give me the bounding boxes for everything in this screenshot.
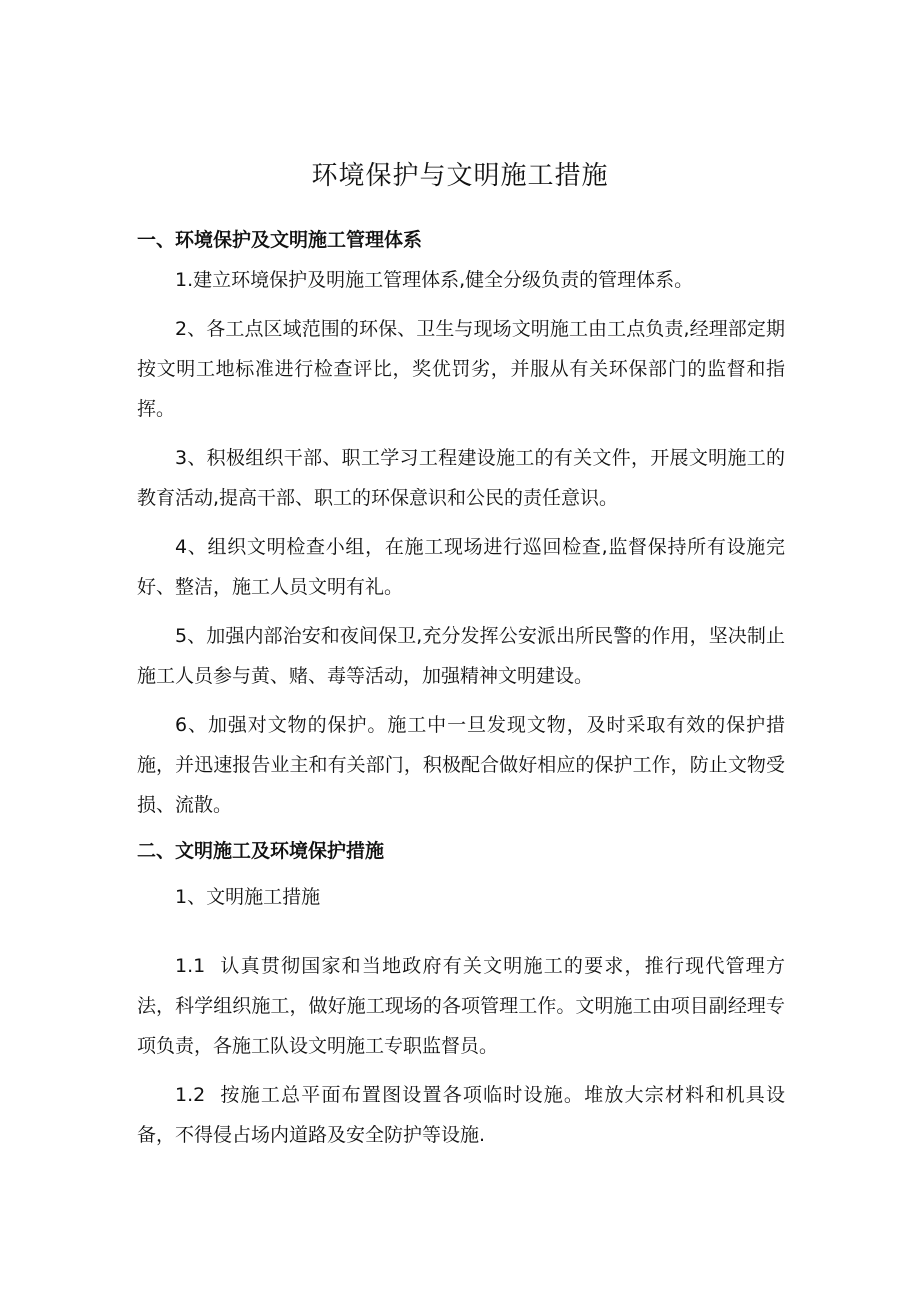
item-number: 1.1 <box>175 955 206 977</box>
section-1-paragraph-2: 2、各工点区域范围的环保、卫生与现场文明施工由工点负责,经理部定期按文明工地标准进行检查评比，奖优罚劣，并服从有关环保部门的监督和指挥。 <box>137 318 785 420</box>
section-1-heading: 一、环境保护及文明施工管理体系 <box>137 229 423 251</box>
document-title: 环境保护与文明施工措施 <box>311 161 609 191</box>
item-text: 按施工总平面布置图设置各项临时设施。堆放大宗材料和机具设备，不得侵占场内道路及安全防护等设施. <box>137 1084 785 1146</box>
section-2-subheading: 1、文明施工措施 <box>175 886 321 908</box>
document-body <box>137 220 785 1164</box>
item-number: 1.2 <box>175 1084 206 1106</box>
section-2-item-2 <box>137 1075 785 1155</box>
section-1-paragraph-6: 6、加强对文物的保护。施工中一旦发现文物，及时采取有效的保护措施，并迅速报告业主和有关部门，积极配合做好相应的保护工作，防止文物受损、流散。 <box>137 714 785 816</box>
section-2-heading: 二、文明施工及环境保护措施 <box>137 840 385 862</box>
section-1-paragraph-3: 3、积极组织干部、职工学习工程建设施工的有关文件，开展文明施工的教育活动,提高干部、职工的环保意识和公民的责任意识。 <box>137 447 785 509</box>
section-1-paragraph-5: 5、加强内部治安和夜间保卫,充分发挥公安派出所民警的作用，坚决制止施工人员参与黄、赌、毒等活动，加强精神文明建设。 <box>137 625 785 687</box>
section-1-paragraph-4: 4、组织文明检查小组，在施工现场进行巡回检查,监督保持所有设施完好、整洁，施工人员文明有礼。 <box>137 536 785 598</box>
section-1-paragraph-1: 1.建立环境保护及明施工管理体系,健全分级负责的管理体系。 <box>175 269 694 291</box>
item-text: 认真贯彻国家和当地政府有关文明施工的要求，推行现代管理方法，科学组织施工，做好施工现场的各项管理工作。文明施工由项目副经理专项负责，各施工队设文明施工专职监督员。 <box>137 955 785 1057</box>
section-2-item-1 <box>137 946 785 1066</box>
